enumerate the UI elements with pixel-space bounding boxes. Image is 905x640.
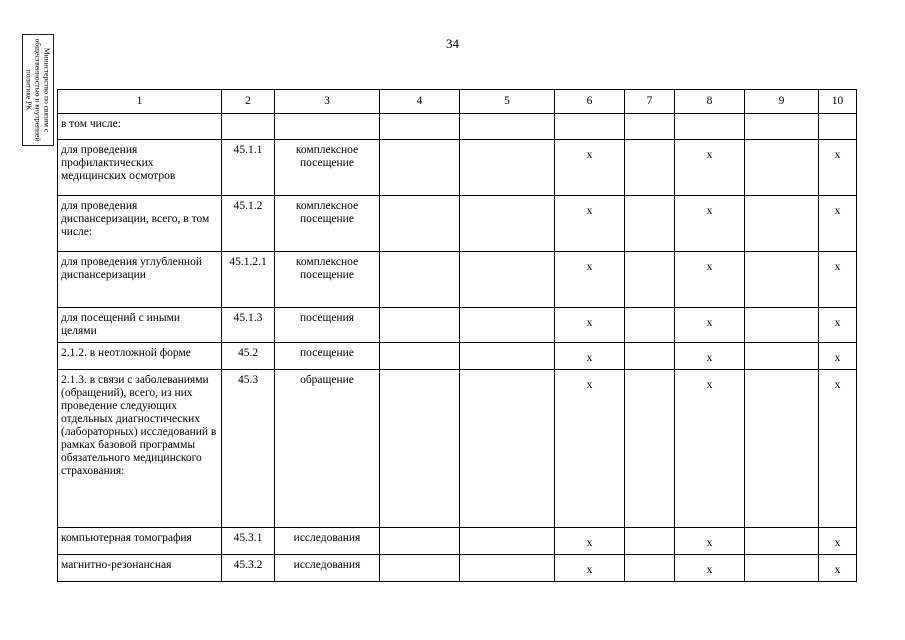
row-cell-col5 <box>460 196 555 252</box>
row-cell-col8 <box>675 114 745 140</box>
row-cell-col4 <box>380 343 460 370</box>
row-cell-col5 <box>460 140 555 196</box>
row-cell-col8: x <box>675 528 745 555</box>
row-cell-col10: x <box>819 308 857 343</box>
registration-stamp <box>22 34 54 146</box>
row-cell-col9 <box>745 114 819 140</box>
row-cell-col8: x <box>675 308 745 343</box>
row-cell-col7 <box>625 555 675 582</box>
row-cell-col6: x <box>555 196 625 252</box>
row-cell-col10: x <box>819 252 857 308</box>
row-cell-col7 <box>625 196 675 252</box>
table-row <box>58 196 857 252</box>
row-name-cell: для проведения углубленной диспансеризации <box>58 252 222 308</box>
row-cell-col8: x <box>675 140 745 196</box>
row-unit-cell: комплексное посещение <box>275 196 380 252</box>
row-code-cell: 45.2 <box>222 343 275 370</box>
row-code-cell: 45.3.1 <box>222 528 275 555</box>
row-code-cell <box>222 114 275 140</box>
row-name-cell: для посещений с иными целями <box>58 308 222 343</box>
row-unit-cell: посещение <box>275 343 380 370</box>
table-row <box>58 140 857 196</box>
row-cell-col6: x <box>555 528 625 555</box>
row-cell-col7 <box>625 308 675 343</box>
table-row <box>58 308 857 343</box>
header-cell: 5 <box>460 90 555 114</box>
header-cell: 7 <box>625 90 675 114</box>
row-code-cell: 45.3.2 <box>222 555 275 582</box>
row-cell-col5 <box>460 555 555 582</box>
stamp-text: Министерство по связям с общественностью и внутренней политике РК <box>24 38 52 142</box>
row-cell-col4 <box>380 252 460 308</box>
row-unit-cell: обращение <box>275 370 380 528</box>
row-cell-col7 <box>625 370 675 528</box>
row-name-cell: магнитно-резонансная <box>58 555 222 582</box>
row-cell-col7 <box>625 114 675 140</box>
row-cell-col9 <box>745 370 819 528</box>
row-unit-cell: исследования <box>275 528 380 555</box>
row-cell-col5 <box>460 114 555 140</box>
row-cell-col10: x <box>819 140 857 196</box>
row-cell-col9 <box>745 555 819 582</box>
row-cell-col5 <box>460 308 555 343</box>
row-cell-col4 <box>380 528 460 555</box>
row-name-cell: компьютерная томография <box>58 528 222 555</box>
row-cell-col10: x <box>819 343 857 370</box>
header-cell: 2 <box>222 90 275 114</box>
row-cell-col6: x <box>555 370 625 528</box>
row-name-cell: 2.1.2. в неотложной форме <box>58 343 222 370</box>
row-name-cell: 2.1.3. в связи с заболеваниями (обращений), всего, из них проведение следующих отдельных диагностических (лабораторных) исследований в рамках базовой программы обязательного медицинского страхования: <box>58 370 222 528</box>
header-cell: 10 <box>819 90 857 114</box>
row-cell-col6 <box>555 114 625 140</box>
row-cell-col8: x <box>675 370 745 528</box>
row-unit-cell: комплексное посещение <box>275 252 380 308</box>
row-code-cell: 45.1.3 <box>222 308 275 343</box>
table-row <box>58 528 857 555</box>
row-cell-col10: x <box>819 528 857 555</box>
row-cell-col4 <box>380 196 460 252</box>
row-code-cell: 45.3 <box>222 370 275 528</box>
row-cell-col9 <box>745 343 819 370</box>
row-cell-col8: x <box>675 252 745 308</box>
row-cell-col9 <box>745 252 819 308</box>
row-cell-col6: x <box>555 140 625 196</box>
row-code-cell: 45.1.2.1 <box>222 252 275 308</box>
row-cell-col9 <box>745 140 819 196</box>
row-cell-col5 <box>460 343 555 370</box>
row-name-cell: в том числе: <box>58 114 222 140</box>
row-cell-col6: x <box>555 343 625 370</box>
row-cell-col7 <box>625 528 675 555</box>
header-row <box>58 90 857 114</box>
row-cell-col6: x <box>555 252 625 308</box>
row-cell-col7 <box>625 252 675 308</box>
row-cell-col6: x <box>555 308 625 343</box>
row-code-cell: 45.1.1 <box>222 140 275 196</box>
row-cell-col9 <box>745 528 819 555</box>
row-cell-col7 <box>625 343 675 370</box>
row-name-cell: для проведения диспансеризации, всего, в том числе: <box>58 196 222 252</box>
row-cell-col8: x <box>675 343 745 370</box>
row-unit-cell <box>275 114 380 140</box>
row-unit-cell: посещения <box>275 308 380 343</box>
row-cell-col4 <box>380 114 460 140</box>
row-cell-col5 <box>460 252 555 308</box>
row-cell-col8: x <box>675 555 745 582</box>
header-cell: 8 <box>675 90 745 114</box>
header-cell: 6 <box>555 90 625 114</box>
row-unit-cell: комплексное посещение <box>275 140 380 196</box>
row-cell-col9 <box>745 308 819 343</box>
row-cell-col6: x <box>555 555 625 582</box>
row-cell-col10: x <box>819 196 857 252</box>
table-row <box>58 370 857 528</box>
row-name-cell: для проведения профилактических медицинских осмотров <box>58 140 222 196</box>
data-table <box>57 89 857 582</box>
row-cell-col4 <box>380 555 460 582</box>
row-code-cell: 45.1.2 <box>222 196 275 252</box>
table-row <box>58 343 857 370</box>
row-cell-col7 <box>625 140 675 196</box>
table-row <box>58 252 857 308</box>
row-cell-col10: x <box>819 370 857 528</box>
row-cell-col5 <box>460 528 555 555</box>
header-cell: 4 <box>380 90 460 114</box>
header-cell: 1 <box>58 90 222 114</box>
row-unit-cell: исследования <box>275 555 380 582</box>
header-cell: 3 <box>275 90 380 114</box>
page-number: 34 <box>446 36 459 51</box>
row-cell-col4 <box>380 370 460 528</box>
row-cell-col10: x <box>819 555 857 582</box>
row-cell-col9 <box>745 196 819 252</box>
row-cell-col4 <box>380 308 460 343</box>
header-cell: 9 <box>745 90 819 114</box>
table-row <box>58 114 857 140</box>
row-cell-col5 <box>460 370 555 528</box>
row-cell-col8: x <box>675 196 745 252</box>
table-row <box>58 555 857 582</box>
row-cell-col4 <box>380 140 460 196</box>
row-cell-col10 <box>819 114 857 140</box>
